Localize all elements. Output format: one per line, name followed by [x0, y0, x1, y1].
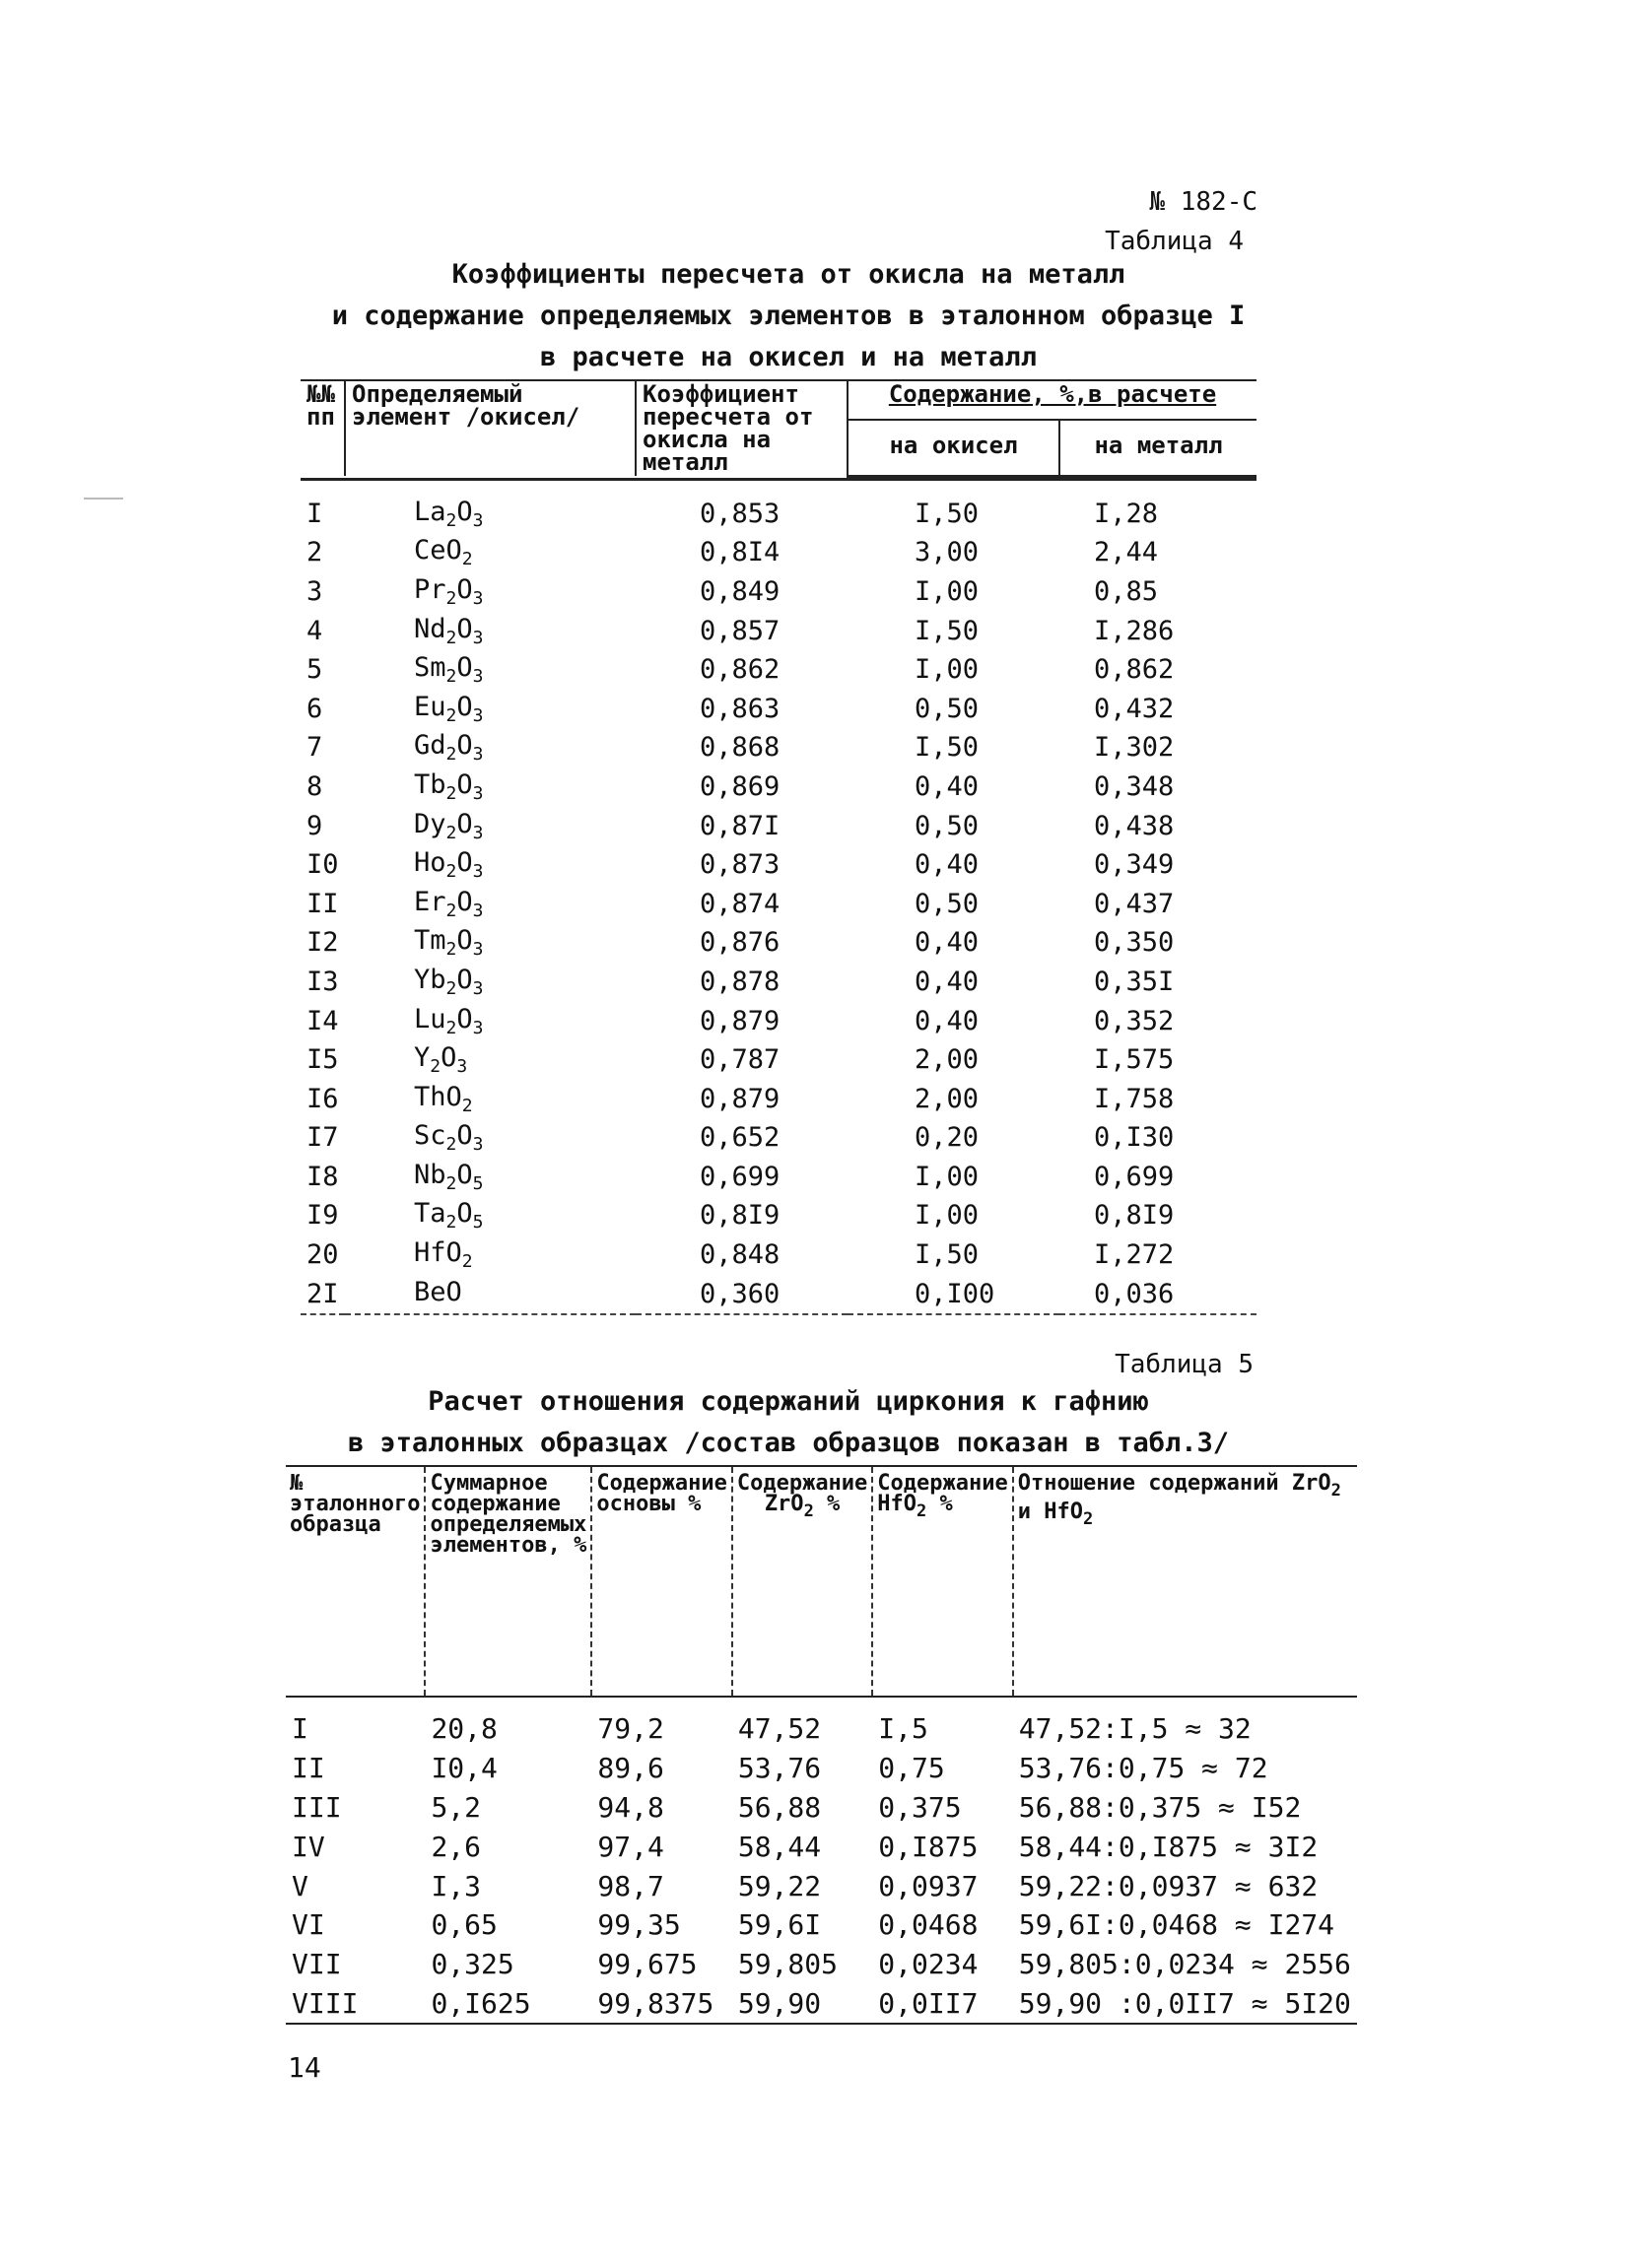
table5-title-line-2: в эталонных образцах /состав образцов показан в табл.3/ [347, 1428, 1230, 1458]
base-content-value: 99,35 [597, 1908, 681, 1942]
coefficient-value: 0,873 [700, 849, 781, 881]
formula-part: O [456, 1120, 473, 1152]
coefficient-value: 0,874 [700, 888, 781, 919]
formula-part: Lu [414, 1003, 446, 1034]
row-number: I9 [306, 1200, 339, 1232]
row-number: 8 [306, 770, 323, 802]
formula-part: O [456, 768, 473, 800]
formula-part: Tb [414, 768, 446, 800]
oxide-formula [345, 1040, 636, 1080]
formula-subscript: 3 [472, 822, 484, 843]
formula-subscript: 3 [472, 666, 484, 688]
oxide-content-value: I,00 [915, 1200, 980, 1232]
formula-subscript: 2 [445, 1212, 457, 1234]
row-number: I5 [306, 1044, 339, 1076]
table5-title-line-1: Расчет отношения содержаний циркония к гафнию [428, 1386, 1149, 1417]
sample-number: VI [292, 1908, 325, 1942]
header-zro2: Содержание ZrO$_2$ % [732, 1466, 872, 1697]
formula-part: BeO [414, 1276, 462, 1307]
metal-content-value: 0,437 [1094, 888, 1175, 919]
table5-label: Таблица 5 [1115, 1350, 1254, 1379]
table4-body [301, 479, 1256, 1314]
formula-part: Er [414, 886, 446, 917]
oxide-content-value: 0,50 [915, 810, 980, 841]
formula-part: Dy [414, 808, 446, 839]
row-number: 7 [306, 732, 323, 764]
formula-part: La [414, 496, 446, 527]
formula-part: O [456, 925, 473, 957]
coefficient-value: 0,849 [700, 575, 781, 607]
coefficient-value: 0,863 [700, 693, 781, 724]
coefficient-value: 0,879 [700, 1083, 781, 1114]
oxide-content-value: I,50 [915, 498, 980, 529]
zro2-content-value: 53,76 [737, 1752, 822, 1785]
hfo2-content-value: 0,375 [878, 1790, 962, 1824]
formula-part: O [456, 730, 473, 762]
zro2-content-value: 59,805 [737, 1948, 838, 1981]
row-number: 6 [306, 693, 323, 724]
coefficient-value: 0,876 [700, 927, 781, 959]
metal-content-value: 0,438 [1094, 810, 1175, 841]
metal-content-value: 0,350 [1094, 927, 1175, 959]
header-on-oxide: на окисел [848, 420, 1059, 476]
table-row [301, 572, 1256, 612]
zro2-content-value: 58,44 [737, 1830, 822, 1863]
ratio-value: 59,22:0,0937 ≈ 632 [1018, 1869, 1319, 1902]
header-sum: Суммарное содержание определяемых элементов, % [425, 1466, 591, 1697]
table-row [286, 1827, 1357, 1866]
formula-subscript: 2 [461, 1251, 473, 1273]
header-coefficient: Коэффициент пересчета от окисла на металл [636, 380, 848, 476]
oxide-content-value: I,00 [915, 654, 980, 686]
oxide-content-value: 0,I00 [915, 1278, 995, 1309]
formula-subscript: 5 [472, 1172, 484, 1194]
oxide-content-value: 0,40 [915, 927, 980, 959]
formula-subscript: 3 [472, 704, 484, 726]
hfo2-content-value: 0,0II7 [878, 1986, 979, 2020]
oxide-formula [345, 611, 636, 650]
table-row [301, 884, 1256, 923]
ratio-value: 53,76:0,75 ≈ 72 [1018, 1752, 1268, 1785]
oxide-content-value: I,00 [915, 575, 980, 607]
formula-part: O [456, 1159, 473, 1190]
row-number: 20 [306, 1239, 339, 1271]
ratio-value: 47,52:I,5 ≈ 32 [1018, 1712, 1252, 1746]
oxide-formula [345, 884, 636, 923]
header-content: Содержание, %,в расчете [848, 380, 1256, 420]
table-row [286, 1905, 1357, 1945]
header-number: №№ пп [301, 380, 345, 476]
oxide-content-value: 2,00 [915, 1083, 980, 1114]
base-content-value: 98,7 [597, 1869, 664, 1902]
coefficient-value: 0,862 [700, 654, 781, 686]
formula-subscript: 3 [472, 782, 484, 804]
table-row [301, 1118, 1256, 1158]
hfo2-content-value: 0,0234 [878, 1948, 979, 1981]
metal-content-value: 0,349 [1094, 849, 1175, 881]
formula-part: Nb [414, 1159, 446, 1190]
formula-part: O [456, 964, 473, 995]
formula-part: O [456, 691, 473, 722]
ratio-value: 59,805:0,0234 ≈ 2556 [1018, 1948, 1351, 1981]
ratio-value: 56,88:0,375 ≈ I52 [1018, 1790, 1302, 1824]
metal-content-value: I,575 [1094, 1044, 1175, 1076]
hfo2-content-value: I,5 [878, 1712, 928, 1746]
document-code: № 182-С [1149, 187, 1257, 217]
table-row [301, 1079, 1256, 1118]
zro2-content-value: 59,6I [737, 1908, 822, 1942]
formula-part: O [456, 1003, 473, 1034]
base-content-value: 97,4 [597, 1830, 664, 1863]
metal-content-value: 0,352 [1094, 1005, 1175, 1036]
header-on-metal: на металл [1059, 420, 1256, 476]
formula-subscript: 3 [472, 509, 484, 531]
sample-number: IV [292, 1830, 325, 1863]
formula-subscript: 2 [445, 666, 457, 688]
formula-part: Eu [414, 691, 446, 722]
coefficient-value: 0,869 [700, 770, 781, 802]
header-base: Содержание основы % [591, 1466, 731, 1697]
formula-part: Gd [414, 730, 446, 762]
oxide-formula [345, 1235, 636, 1275]
oxide-formula [345, 479, 636, 533]
formula-part: O [456, 573, 473, 605]
oxide-content-value: 0,50 [915, 888, 980, 919]
formula-subscript: 2 [445, 509, 457, 531]
formula-subscript: 3 [472, 587, 484, 609]
row-number: 3 [306, 575, 323, 607]
sum-content-value: I0,4 [431, 1752, 498, 1785]
coefficient-value: 0,848 [700, 1239, 781, 1271]
oxide-content-value: I,50 [915, 1239, 980, 1271]
metal-content-value: 0,35I [1094, 966, 1175, 997]
oxide-content-value: I,50 [915, 615, 980, 646]
formula-subscript: 3 [472, 744, 484, 766]
scan-mark [84, 498, 123, 500]
formula-part: Ho [414, 847, 446, 879]
oxide-formula [345, 1274, 636, 1314]
table-row [301, 1001, 1256, 1040]
formula-part: O [456, 847, 473, 879]
formula-subscript: 2 [445, 1172, 457, 1194]
sum-content-value: 5,2 [431, 1790, 482, 1824]
oxide-formula [345, 572, 636, 612]
table-row [286, 1945, 1357, 1984]
zro2-content-value: 47,52 [737, 1712, 822, 1746]
table-row [301, 845, 1256, 885]
formula-subscript: 2 [445, 939, 457, 961]
table-row [301, 1040, 1256, 1080]
row-number: I6 [306, 1083, 339, 1114]
formula-subscript: 2 [445, 627, 457, 648]
hfo2-content-value: 0,0937 [878, 1869, 979, 1902]
metal-content-value: 0,I30 [1094, 1122, 1175, 1154]
metal-content-value: 0,699 [1094, 1161, 1175, 1192]
coefficient-value: 0,879 [700, 1005, 781, 1036]
formula-part: Sm [414, 652, 446, 684]
metal-content-value: 0,036 [1094, 1278, 1175, 1309]
zro2-content-value: 59,90 [737, 1986, 822, 2020]
formula-part: Ta [414, 1198, 446, 1230]
coefficient-value: 0,8I9 [700, 1200, 781, 1232]
row-number: I2 [306, 927, 339, 959]
row-number: I7 [306, 1122, 339, 1154]
coefficient-value: 0,87I [700, 810, 781, 841]
sample-number: VIII [292, 1986, 359, 2020]
oxide-formula [345, 1158, 636, 1197]
coefficient-value: 0,868 [700, 732, 781, 764]
table-row [301, 767, 1256, 807]
hfo2-content-value: 0,0468 [878, 1908, 979, 1942]
formula-subscript: 2 [445, 1134, 457, 1156]
table-row [301, 1158, 1256, 1197]
oxide-formula [345, 533, 636, 572]
oxide-formula [345, 1079, 636, 1118]
base-content-value: 99,8375 [597, 1986, 714, 2020]
coefficient-value: 0,652 [700, 1122, 781, 1154]
sample-number: III [292, 1790, 342, 1824]
table4-title-line-3: в расчете на окисел и на металл [540, 342, 1037, 372]
formula-subscript: 2 [445, 704, 457, 726]
table5-body [286, 1697, 1357, 2024]
oxide-formula [345, 1118, 636, 1158]
coefficient-value: 0,857 [700, 615, 781, 646]
formula-subscript: 2 [445, 900, 457, 921]
metal-content-value: 0,8I9 [1094, 1200, 1175, 1232]
table-row [301, 689, 1256, 728]
formula-part: O [456, 1198, 473, 1230]
oxide-formula [345, 767, 636, 807]
table4 [301, 379, 1256, 1319]
formula-part: O [456, 886, 473, 917]
formula-part: HfO [414, 1237, 462, 1269]
formula-subscript: 3 [472, 861, 484, 883]
metal-content-value: I,302 [1094, 732, 1175, 764]
table-row [286, 1697, 1357, 1749]
hfo2-content-value: 0,I875 [878, 1830, 979, 1863]
formula-subscript: 2 [445, 587, 457, 609]
formula-part: Yb [414, 964, 446, 995]
metal-content-value: I,758 [1094, 1083, 1175, 1114]
formula-part: Y [414, 1042, 431, 1074]
table-row [301, 1196, 1256, 1235]
ratio-value: 58,44:0,I875 ≈ 3I2 [1018, 1830, 1319, 1863]
oxide-formula [345, 923, 636, 963]
formula-part: O [456, 496, 473, 527]
sample-number: V [292, 1869, 308, 1902]
table5 [286, 1465, 1351, 2029]
sample-number: II [292, 1752, 325, 1785]
header-sample: № эталонного образца [286, 1466, 425, 1697]
sample-number: I [292, 1712, 308, 1746]
formula-subscript: 2 [445, 861, 457, 883]
formula-subscript: 3 [472, 939, 484, 961]
formula-subscript: 2 [445, 822, 457, 843]
formula-subscript: 2 [445, 977, 457, 999]
row-number: 5 [306, 654, 323, 686]
ratio-value: 59,6I:0,0468 ≈ I274 [1018, 1908, 1335, 1942]
formula-part: O [441, 1042, 457, 1074]
formula-subscript: 3 [472, 1017, 484, 1038]
metal-content-value: 2,44 [1094, 537, 1159, 568]
oxide-formula [345, 963, 636, 1002]
row-number: I8 [306, 1161, 339, 1192]
header-hfo2: Содержание HfO$_2$ % [872, 1466, 1012, 1697]
page-number: 14 [288, 2051, 321, 2084]
row-number: I4 [306, 1005, 339, 1036]
oxide-formula [345, 1001, 636, 1040]
header-ratio: Отношение содержаний ZrO$_2$ и HfO$_2$ [1013, 1466, 1357, 1697]
table-row [301, 806, 1256, 845]
formula-subscript: 2 [461, 549, 473, 570]
ratio-value: 59,90 :0,0II7 ≈ 5I20 [1018, 1986, 1351, 2020]
zro2-content-value: 59,22 [737, 1869, 822, 1902]
formula-part: O [456, 808, 473, 839]
formula-part: Tm [414, 925, 446, 957]
base-content-value: 99,675 [597, 1948, 698, 1981]
table-row [301, 923, 1256, 963]
table-row [301, 728, 1256, 767]
row-number: 2 [306, 537, 323, 568]
oxide-content-value: 0,50 [915, 693, 980, 724]
metal-content-value: 0,348 [1094, 770, 1175, 802]
oxide-formula [345, 1196, 636, 1235]
coefficient-value: 0,699 [700, 1161, 781, 1192]
formula-subscript: 2 [430, 1056, 441, 1078]
formula-subscript: 2 [445, 1017, 457, 1038]
metal-content-value: 0,862 [1094, 654, 1175, 686]
formula-part: O [456, 652, 473, 684]
row-number: II [306, 888, 339, 919]
table-row [301, 479, 1256, 533]
oxide-formula [345, 650, 636, 690]
metal-content-value: I,286 [1094, 615, 1175, 646]
formula-subscript: 2 [445, 744, 457, 766]
table-row [301, 963, 1256, 1002]
table-row [286, 1984, 1357, 2025]
table4-title [296, 254, 1281, 378]
oxide-content-value: 0,40 [915, 966, 980, 997]
row-number: 4 [306, 615, 323, 646]
table-row [301, 1274, 1256, 1314]
sum-content-value: 0,65 [431, 1908, 498, 1942]
sum-content-value: 0,I625 [431, 1986, 531, 2020]
metal-content-value: I,28 [1094, 498, 1159, 529]
formula-part: Pr [414, 573, 446, 605]
formula-subscript: 3 [472, 900, 484, 921]
base-content-value: 89,6 [597, 1752, 664, 1785]
formula-part: ThO [414, 1081, 462, 1112]
sample-number: VII [292, 1948, 342, 1981]
oxide-formula [345, 845, 636, 885]
metal-content-value: 0,85 [1094, 575, 1159, 607]
table-row [301, 533, 1256, 572]
table-row [286, 1866, 1357, 1905]
oxide-content-value: 0,40 [915, 770, 980, 802]
oxide-content-value: 3,00 [915, 537, 980, 568]
formula-part: O [456, 613, 473, 644]
base-content-value: 79,2 [597, 1712, 664, 1746]
sum-content-value: 2,6 [431, 1830, 482, 1863]
table-row [301, 650, 1256, 690]
formula-part: CeO [414, 535, 462, 567]
row-number: 2I [306, 1278, 339, 1309]
row-number: I0 [306, 849, 339, 881]
oxide-content-value: I,50 [915, 732, 980, 764]
table-row [301, 1235, 1256, 1275]
sum-content-value: 20,8 [431, 1712, 498, 1746]
oxide-content-value: 0,20 [915, 1122, 980, 1154]
row-number: I3 [306, 966, 339, 997]
oxide-content-value: I,00 [915, 1161, 980, 1192]
sum-content-value: 0,325 [431, 1948, 514, 1981]
table4-title-line-1: Коэффициенты пересчета от окисла на металл [451, 259, 1125, 290]
sum-content-value: I,3 [431, 1869, 482, 1902]
oxide-formula [345, 728, 636, 767]
coefficient-value: 0,360 [700, 1278, 781, 1309]
header-element: Определяемый элемент /окисел/ [345, 380, 636, 476]
metal-content-value: 0,432 [1094, 693, 1175, 724]
oxide-formula [345, 806, 636, 845]
zro2-content-value: 56,88 [737, 1790, 822, 1824]
oxide-content-value: 0,40 [915, 1005, 980, 1036]
formula-subscript: 5 [472, 1212, 484, 1234]
table-row [286, 1749, 1357, 1788]
formula-subscript: 3 [472, 977, 484, 999]
table-row [286, 1788, 1357, 1828]
formula-subscript: 3 [472, 1134, 484, 1156]
table4-title-line-2: и содержание определяемых элементов в эталонном образце I [331, 300, 1246, 331]
base-content-value: 94,8 [597, 1790, 664, 1824]
formula-subscript: 3 [472, 627, 484, 648]
coefficient-value: 0,853 [700, 498, 781, 529]
oxide-content-value: 0,40 [915, 849, 980, 881]
table5-title [296, 1381, 1281, 1464]
formula-part: Nd [414, 613, 446, 644]
oxide-content-value: 2,00 [915, 1044, 980, 1076]
formula-subscript: 2 [461, 1095, 473, 1116]
formula-subscript: 3 [456, 1056, 468, 1078]
coefficient-value: 0,787 [700, 1044, 781, 1076]
formula-part: Sc [414, 1120, 446, 1152]
coefficient-value: 0,878 [700, 966, 781, 997]
oxide-formula [345, 689, 636, 728]
row-number: I [306, 498, 323, 529]
table4-label: Таблица 4 [1105, 227, 1244, 256]
table-row [301, 611, 1256, 650]
metal-content-value: I,272 [1094, 1239, 1175, 1271]
coefficient-value: 0,8I4 [700, 537, 781, 568]
hfo2-content-value: 0,75 [878, 1752, 945, 1785]
row-number: 9 [306, 810, 323, 841]
formula-subscript: 2 [445, 782, 457, 804]
